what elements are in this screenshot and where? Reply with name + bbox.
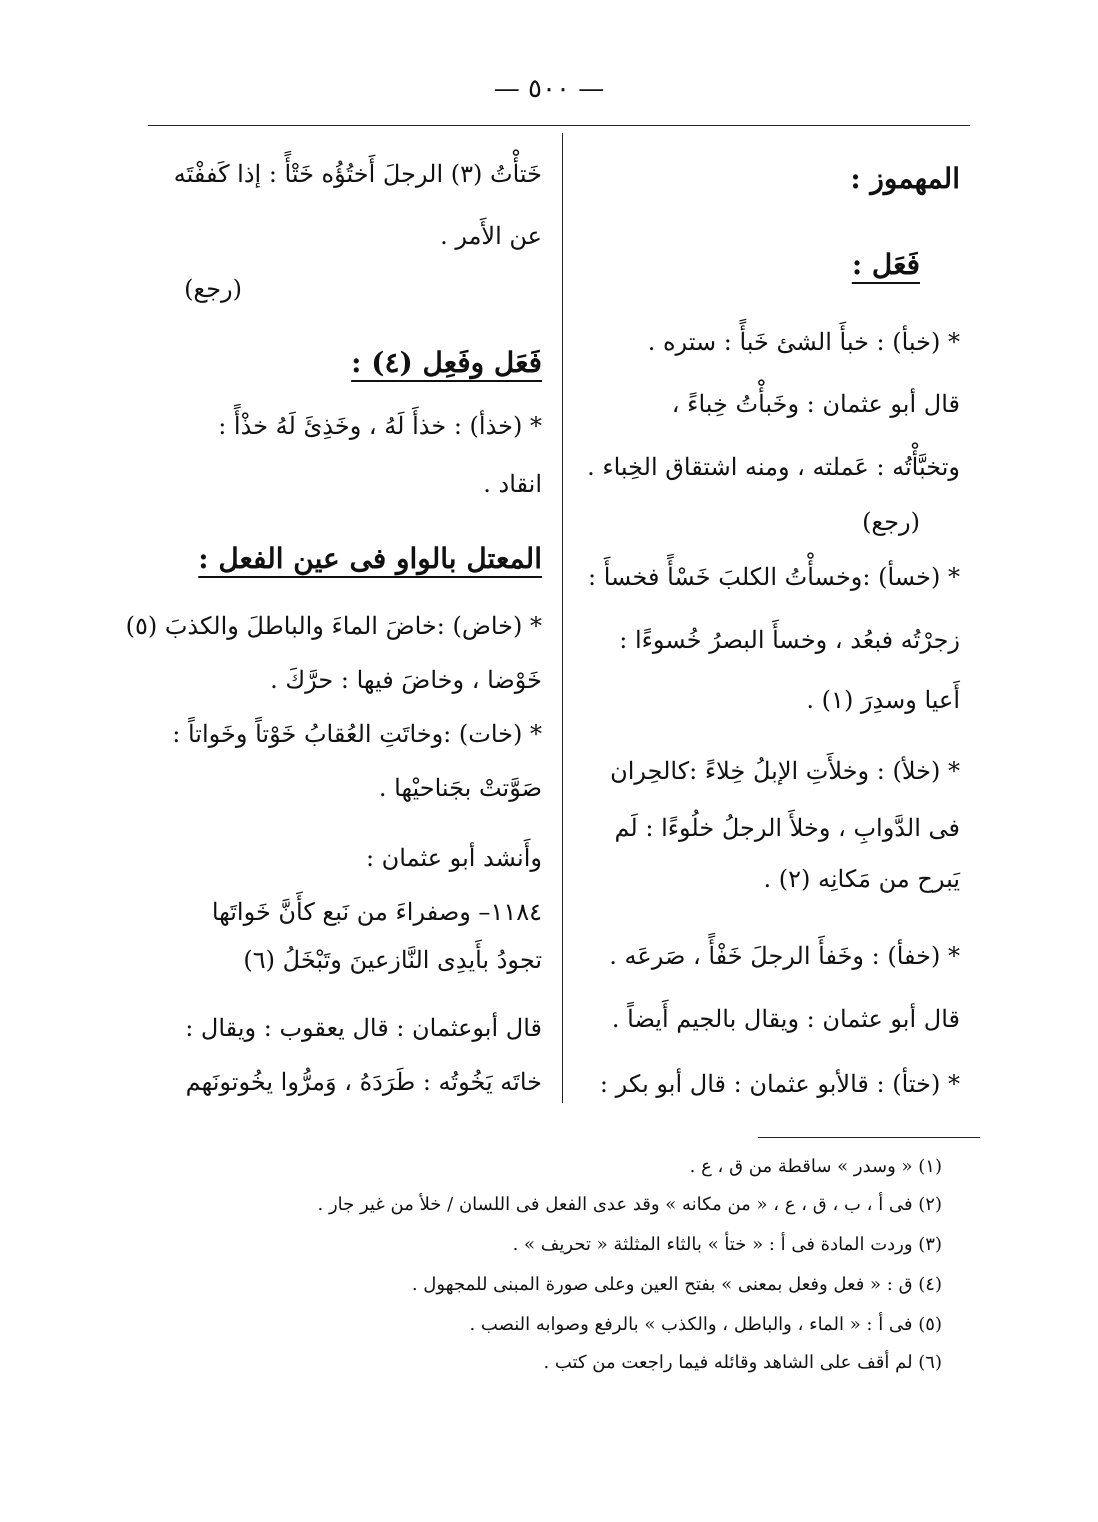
footnote: (١) « وسدر » ساقطة من ق ، ع .	[689, 1156, 942, 1177]
text-line: خَوْضا ، وخاضَ فيها : حرَّكَ .	[270, 666, 542, 694]
section-heading-faal: فَعَل :	[851, 248, 920, 281]
entry-khasa: * (خسأ) :وخسأْتُ الكلبَ خَسْأً فخسأَ :	[588, 563, 960, 591]
text-line: انقاد .	[483, 470, 542, 498]
text-line: خاتَه يَخُوتُه : طَرَدَهُ ، وَمرُّوا يخُوتونَهم	[185, 1068, 542, 1096]
section-heading-mahmuz: المهموز :	[850, 162, 960, 195]
text-line: عن الأَمر .	[440, 222, 542, 250]
footnote: (٢) فى أ ، ب ، ق ، ع ، « من مكانه » وقد عدى الفعل فى اللسان / خلأ من غير جار .	[317, 1194, 942, 1215]
text-line: قال أبو عثمان : وخَبأْتُ خِباءً ،	[671, 390, 960, 418]
text-line: وأَنشد أبو عثمان :	[365, 844, 542, 872]
entry-khata: * (ختأ) : قالأبو عثمان : قال أبو بكر :	[599, 1070, 960, 1098]
column-divider	[562, 133, 563, 1103]
header-rule	[148, 125, 970, 126]
text-line: قال أبو عثمان : ويقال بالجيم أَيضاً .	[611, 1005, 960, 1033]
return-marker: (رجع)	[862, 508, 920, 536]
page-number: — ٥٠٠ —	[493, 74, 605, 104]
text-line: يَبرح من مَكانِه (٢) .	[763, 865, 960, 893]
footnote: (٤) ق : « فعل وفعل بمعنى » بفتح العين وعلى صورة المبنى للمجهول .	[411, 1274, 942, 1295]
verse-line-2: تجودُ بأَيدِى النَّازعينَ وتَبْخَلُ (٦)	[243, 946, 542, 974]
entry-khadha: * (خذأ) : خذأَ لَهُ ، وخَذِئَ لَهُ خذْأً :	[218, 412, 542, 440]
entry-khada: * (خاض) :خاضَ الماءَ والباطلَ والكذبَ (٥)	[125, 612, 542, 640]
footnote: (٦) لم أقف على الشاهد وقائله فيما راجعت من كتب .	[543, 1352, 942, 1373]
text-line: قال أبوعثمان : قال يعقوب : ويقال :	[185, 1014, 542, 1042]
entry-khafa: * (خفأ) : وخَفأَ الرجلَ خَفْأً ، صَرعَه .	[609, 942, 960, 970]
text-line: وتخبَّأْتُه : عَملته ، ومنه اشتقاق الخِباء .	[587, 453, 960, 481]
footnote: (٣) وردت المادة فى أ : « ختأ » بالثاء المثلثة « تحريف » .	[512, 1234, 942, 1255]
text-line: أَعيا وسدِرَ (١) .	[806, 686, 960, 714]
text-line: فى الدَّوابِ ، وخلأَ الرجلُ خلُوءًا : لَم	[614, 814, 960, 842]
section-heading-faal-wa-fail: فَعَل وفَعِل (٤) :	[351, 346, 542, 379]
text-line: زجرْتُه فبعُد ، وخسأَ البصرُ خُسوءًا :	[619, 626, 960, 654]
entry-khala: * (خلأ) : وخلأَتِ الإبلُ خِلاءً :كالحِران	[610, 757, 960, 785]
section-heading-mutal-bilwaw: المعتل بالواو فى عين الفعل :	[198, 542, 542, 575]
footnote: (٥) فى أ : « الماء ، والباطل ، والكذب » بالرفع وصوابه النصب .	[469, 1314, 942, 1335]
verse-line-1: ١١٨٤– وصفراءَ من نَبع كأَنَّ خَواتَها	[211, 898, 542, 926]
entry-khata-waw: * (خات) :وخاتَتِ العُقابُ خَوْتاً وخَواتاً :	[172, 720, 542, 748]
entry-khaba: * (خبأ) : خبأَ الشئ خَبأً : ستره .	[647, 328, 960, 356]
text-line: صَوَّتتْ بجَناحيْها .	[378, 774, 542, 802]
return-marker: (رجع)	[184, 275, 242, 303]
text-line: خَتأْتُ (٣) الرجلَ أَختُؤُه خَتْأً : إذا كَففْتَه	[173, 160, 542, 188]
footnote-rule	[758, 1137, 980, 1138]
